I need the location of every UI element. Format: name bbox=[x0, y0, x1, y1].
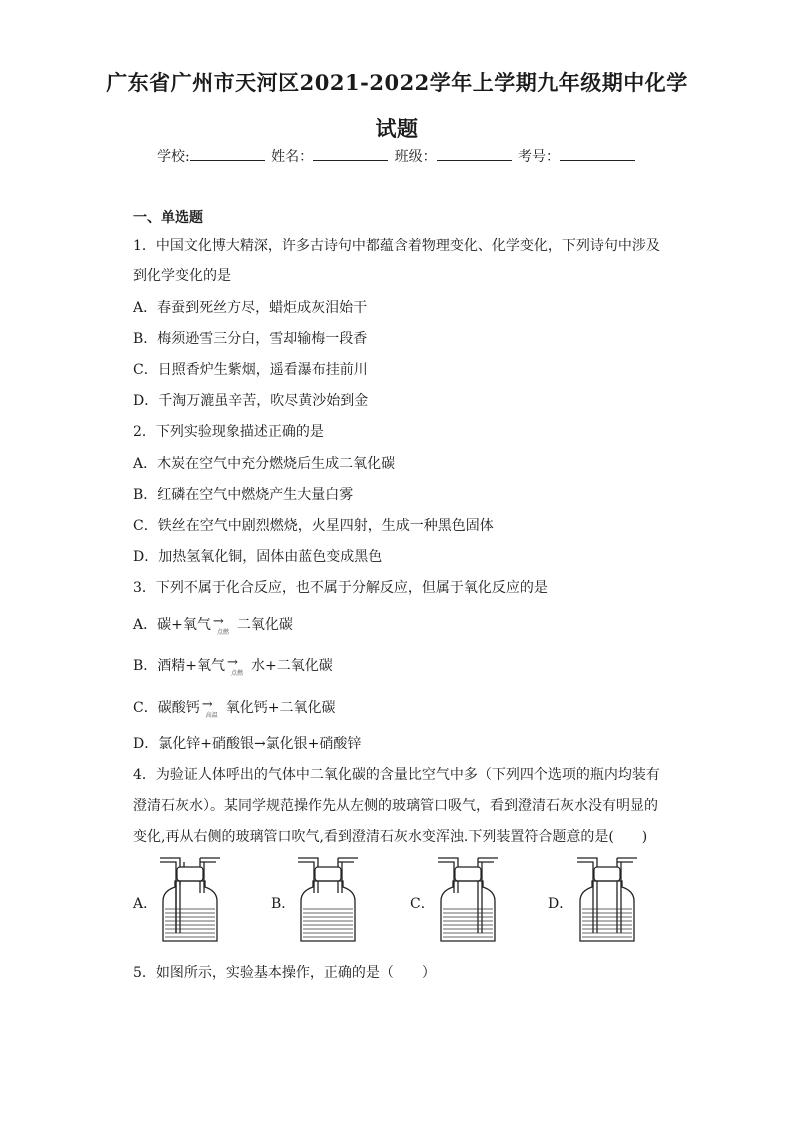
q3-b-products: 水+二氧化碳 bbox=[251, 658, 333, 674]
q1-stem-line1: 1．中国文化博大精深，许多古诗句中都蕴含着物理变化、化学变化，下列诗句中涉及 bbox=[133, 238, 660, 254]
number-label: 考号： bbox=[518, 149, 561, 165]
q2-option-a: A．木炭在空气中充分燃烧后生成二氧化碳 bbox=[133, 456, 396, 472]
q4-stem-line1: 4．为验证人体呼出的气体中二氧化碳的含量比空气中多（下列四个选项的瓶内均装有 bbox=[133, 767, 660, 783]
gas-bottle-c-icon bbox=[433, 853, 503, 945]
q1-option-c: C．日照香炉生紫烟，遥看瀑布挂前川 bbox=[133, 362, 368, 378]
school-blank[interactable] bbox=[190, 146, 265, 161]
q2-option-d: D．加热氢氧化铜，固体由蓝色变成黑色 bbox=[133, 549, 383, 565]
q3-a-reactants: A．碳+氧气 bbox=[133, 617, 211, 633]
q2-option-b: B．红磷在空气中燃烧产生大量白雾 bbox=[133, 487, 354, 503]
q3-option-c bbox=[133, 697, 335, 717]
q4-option-a-label: A． bbox=[133, 896, 158, 912]
number-blank[interactable] bbox=[560, 146, 635, 161]
q1-stem-line2: 到化学变化的是 bbox=[133, 268, 231, 284]
q2-stem: 2．下列实验现象描述正确的是 bbox=[133, 424, 324, 440]
q4-stem-line3: 变化,再从右侧的玻璃管口吹气,看到澄清石灰水变浑浊.下列装置符合题意的是( ) bbox=[133, 829, 648, 845]
q3-c-products: 氧化钙+二氧化碳 bbox=[225, 700, 336, 716]
section-heading: 一、单选题 bbox=[133, 210, 203, 226]
q3-option-a bbox=[133, 614, 293, 634]
student-info-row bbox=[0, 146, 794, 166]
q1-option-a: A．春蚕到死丝方尽，蜡炬成灰泪始干 bbox=[133, 300, 368, 316]
q3-option-b bbox=[133, 655, 333, 675]
exam-title-line2: 试题 bbox=[375, 116, 419, 141]
q3-a-products: 二氧化碳 bbox=[236, 617, 293, 633]
reaction-arrow-icon: → 点燃 bbox=[212, 614, 229, 636]
q4-option-b-label: B． bbox=[271, 896, 296, 912]
class-label: 班级： bbox=[394, 149, 437, 165]
q1-option-b: B．梅须逊雪三分白，雪却输梅一段香 bbox=[133, 331, 368, 347]
exam-title-line1: 广东省广州市天河区2021-2022学年上学期九年级期中化学 bbox=[106, 70, 688, 95]
q5-stem: 5．如图所示，实验基本操作，正确的是（ ） bbox=[133, 965, 436, 981]
q1-option-d: D．千淘万漉虽辛苦，吹尽黄沙始到金 bbox=[133, 393, 369, 409]
gas-bottle-d-icon bbox=[572, 853, 642, 945]
name-label: 姓名： bbox=[271, 149, 314, 165]
q3-option-d: D．氯化锌+硝酸银→氯化银+硝酸锌 bbox=[133, 736, 362, 752]
q2-option-c: C．铁丝在空气中剧烈燃烧，火星四射，生成一种黑色固体 bbox=[133, 518, 494, 534]
gas-bottle-a-icon bbox=[155, 853, 225, 945]
q4-option-d-label: D． bbox=[548, 896, 574, 912]
q3-c-reactants: C．碳酸钙 bbox=[133, 700, 200, 716]
school-label: 学校: bbox=[156, 149, 190, 165]
name-blank[interactable] bbox=[313, 146, 388, 161]
q3-b-reactants: B．酒精+氧气 bbox=[133, 658, 226, 674]
class-blank[interactable] bbox=[437, 146, 512, 161]
reaction-arrow-icon: → 高温 bbox=[201, 697, 218, 719]
q4-option-c-label: C． bbox=[410, 896, 435, 912]
gas-bottle-b-icon bbox=[293, 853, 363, 945]
reaction-arrow-icon: → 点燃 bbox=[227, 655, 244, 677]
q4-stem-line2: 澄清石灰水）。某同学规范操作先从左侧的玻璃管口吸气，看到澄清石灰水没有明显的 bbox=[133, 798, 658, 814]
q3-stem: 3．下列不属于化合反应，也不属于分解反应，但属于氧化反应的是 bbox=[133, 580, 548, 596]
